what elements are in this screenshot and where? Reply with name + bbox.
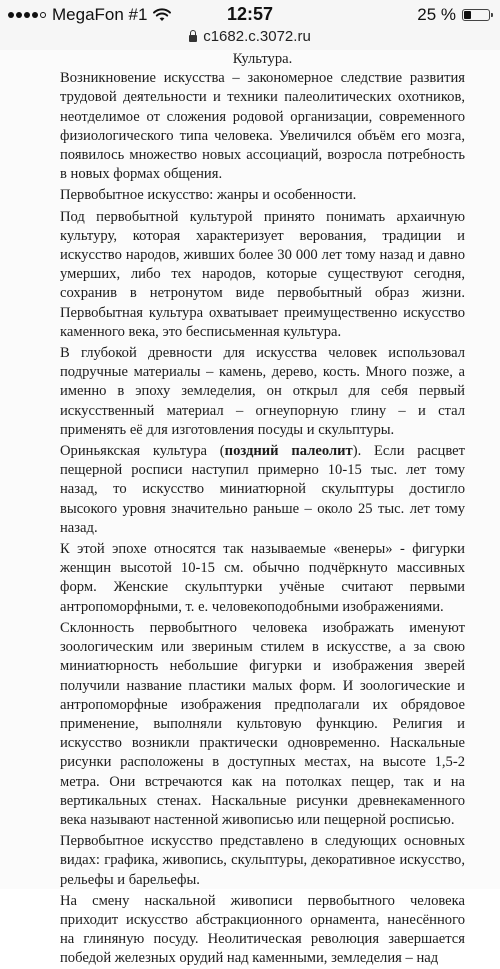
- battery-fill: [464, 11, 471, 19]
- paragraph-9: На смену наскальной живописи первобытного человека приходит искусство абстракционного орнамента, нанесённого на глиняную посуду. Неолитическая революция завершается победой железных орудий над каменными, земледелия – над: [60, 892, 465, 967]
- paragraph-5: [60, 442, 465, 538]
- paragraph-6: К этой эпохе относятся так называемые «венеры» - фигурки женщин высотой 10-15 см. обычно подчёркнуто массивных форм. Женские скульптурки учёные считают первыми антропоморфными, т. е. человекоподобными изображениями.: [60, 541, 465, 615]
- lock-icon: [189, 35, 197, 42]
- address-bar[interactable]: [0, 28, 500, 50]
- status-bar: [0, 0, 500, 28]
- paragraph-7: Склонность первобытного человека изображать именуют зоологическим или звериным стилем в искусстве, а за свою миниатюрность небольшие фигурки и изображения зверей получили название пластики малых форм. И зоологические и антропоморфные изображения предполагали их обрядовое применение, выполняли культовую функцию. Религия и искусство возникли практически одновременно. Наскальные рисунки расположены в доступных местах, на высоте 1,5-2 метра. Они встречаются как на потолках пещер, так и на вертикальных стенах. Наскальные рисунки древнекаменного века называют настенной живописью или пещерной росписью.: [60, 619, 465, 828]
- battery-percentage: 25 %: [417, 5, 456, 24]
- document-content: [0, 50, 500, 969]
- paragraph-5-bold: поздний палеолит: [224, 443, 353, 460]
- paragraph-5-start: Ориньякская культура (: [60, 443, 225, 460]
- battery-icon: [462, 9, 490, 21]
- paragraph-8: Первобытное искусство представлено в следующих основных видах: графика, живопись, скульптуры, декоративное искусство, рельефы и барельефы.: [60, 833, 465, 888]
- paragraph-4: В глубокой древности для искусства человек использовал подручные материалы – камень, дерево, кость. Много позже, а именно в эпоху земледелия, он открыл для себя первый искусственный материал – огнеупорную глину – и стал применять её для изготовления посуды и скульптуры.: [60, 345, 465, 438]
- paragraph-2: Первобытное искусство: жанры и особенности.: [60, 187, 357, 204]
- document-view[interactable]: [0, 50, 500, 967]
- status-right: [417, 5, 490, 25]
- paragraph-3: Под первобытной культурой принято понимать архаичную культуру, которая характеризует верования, традиции и искусство народов, живших более 30 000 лет тому назад и давно умерших, либо тех народов, которые существуют сегодня, сохранив в нетронутом виде первобытный образ жизни. Первобытная культура охватывает преимущественно искусство каменного века, это бесписьменная культура.: [60, 208, 465, 340]
- url-text: c1682.c.3072.ru: [203, 28, 311, 45]
- paragraph-5-end: ). Если расцвет пещерной росписи наступил примерно 10-15 тыс. лет тому назад, то искусство миниатюрной скульптуры достигло высокого уровня значительно раньше – около 25 тыс. лет тому назад.: [60, 443, 465, 536]
- paragraph-1: Возникновение искусства – закономерное следствие развития трудовой деятельности и техники палеолитических охотников, неотделимое от сложения родовой организации, современного физиологического типа человека. Увеличился объём его мозга, появилось множество новых ассоциаций, возросла потребность в новых формах общения.: [60, 70, 465, 183]
- clock: 12:57: [226, 4, 274, 24]
- document-title: Культура.: [232, 51, 293, 67]
- carrier-name: MegaFon #1: [52, 5, 148, 24]
